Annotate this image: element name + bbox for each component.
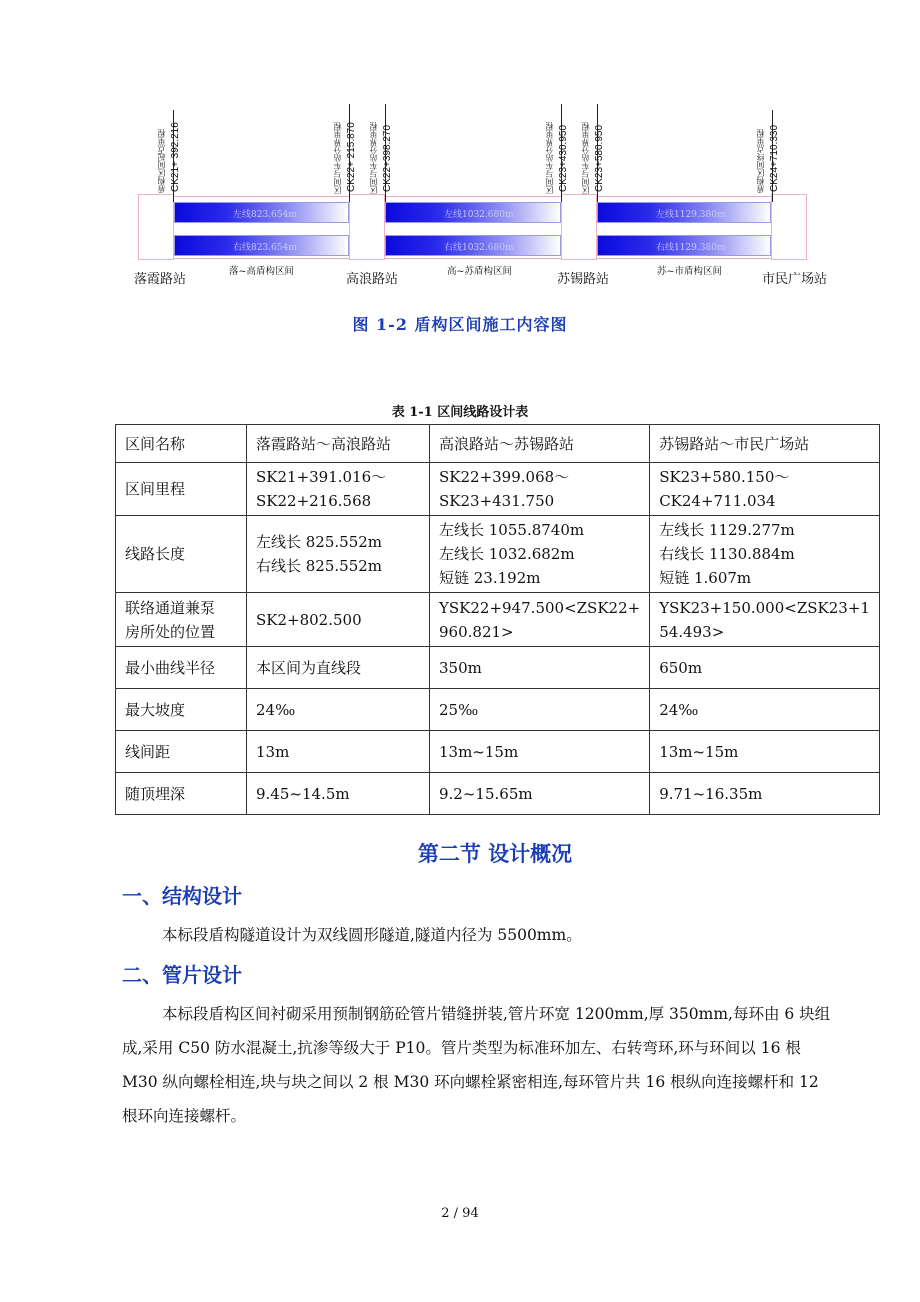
paragraph-structure: 本标段盾构隧道设计为双线圆形隧道,隧道内径为 5500mm。: [162, 926, 582, 944]
table-cell: 高浪路站～苏锡路站: [430, 425, 650, 463]
table-cell: 25‰: [430, 689, 650, 731]
table-cell: 24‰: [650, 689, 880, 731]
figure-caption: 图 1-2 盾构区间施工内容图: [352, 315, 568, 334]
paragraph-segment: 本标段盾构区间衬砌采用预制钢筋砼管片错缝拼装,管片环宽 1200mm,厚 350mm,每环由 6 块组成,采用 C50 防水混凝土,抗渗等级大于 P10。管片类型为标准环加左、右转弯环,环与环间以 16 根 M30 纵向螺栓相连,块与块之间以 2 根 M30 环向螺栓紧密相连,每环管片共 16 根纵向连接螺杆和 12 根环向连接螺杆。: [122, 1005, 831, 1125]
table-row-header: 线路长度: [116, 516, 247, 593]
shield-section-diagram: [0, 0, 920, 300]
mileage-desc: 区间与车站分界里程: [369, 122, 378, 194]
station-box-3: [561, 194, 597, 260]
station-name: 高浪路站: [346, 272, 399, 287]
table-cell: 9.2~15.65m: [430, 773, 650, 815]
mileage-value: CK21+ 392.216: [170, 122, 181, 192]
table-cell: YSK23+150.000<ZSK23+1 54.493>: [650, 593, 880, 647]
mileage-value: CK22+ 215.870: [346, 122, 357, 192]
table-row: [116, 647, 880, 689]
mileage-value: CK22+398.270: [382, 124, 393, 192]
table-cell: 本区间为直线段: [247, 647, 430, 689]
mileage-value: CK23+580.950: [594, 124, 605, 192]
table-cell: 落霞路站～高浪路站: [247, 425, 430, 463]
track-left-2: 左线1032.680m: [385, 202, 561, 223]
station-box-2: [349, 194, 385, 260]
table-cell: SK23+580.150～ CK24+711.034: [650, 463, 880, 516]
section-name: 落~高盾构区间: [229, 266, 294, 277]
track-right-3: 右线1129.380m: [597, 235, 771, 256]
table-row-header: 最大坡度: [116, 689, 247, 731]
table-cell: 13m~15m: [650, 731, 880, 773]
table-cell: 13m: [247, 731, 430, 773]
table-cell: 350m: [430, 647, 650, 689]
track-left-3: 左线1129.380m: [597, 202, 771, 223]
table-cell: 13m~15m: [430, 731, 650, 773]
table-row-header: 区间名称: [116, 425, 247, 463]
mileage-desc: 区间与车站分界里程: [581, 122, 590, 194]
station-name: 市民广场站: [762, 272, 828, 287]
diagram-top-line: [173, 196, 773, 197]
table-cell: 24‰: [247, 689, 430, 731]
table-cell: 9.71~16.35m: [650, 773, 880, 815]
table-cell: SK21+391.016～ SK22+216.568: [247, 463, 430, 516]
table-cell: 左线长 1055.8740m 左线长 1032.682m 短链 23.192m: [430, 516, 650, 593]
table-row-header: 随顶埋深: [116, 773, 247, 815]
table-cell: 650m: [650, 647, 880, 689]
station-name: 苏锡路站: [557, 272, 610, 287]
track-left-1: 左线823.654m: [174, 202, 349, 223]
table-row: [116, 463, 880, 516]
table-cell: SK22+399.068～ SK23+431.750: [430, 463, 650, 516]
mileage-desc: 区间与车站分界里程: [545, 122, 554, 194]
table-row-header: 联络通道兼泵 房所处的位置: [116, 593, 247, 647]
table-cell: YSK22+947.500<ZSK22+ 960.821>: [430, 593, 650, 647]
table-row: [116, 689, 880, 731]
section-name: 高~苏盾构区间: [447, 266, 512, 277]
table-row: [116, 516, 880, 593]
mileage-value: CK23+430.950: [558, 124, 569, 192]
table-row: [116, 425, 880, 463]
table-row-header: 区间里程: [116, 463, 247, 516]
heading-structure: 一、结构设计: [122, 884, 242, 908]
diagram-bottom-line: [173, 258, 773, 259]
track-right-2: 右线1032.680m: [385, 235, 561, 256]
mileage-desc: 区间与车站分界里程: [333, 122, 342, 194]
section-name: 苏~市盾构区间: [657, 266, 722, 277]
track-right-1: 右线823.654m: [174, 235, 349, 256]
mileage-value: CK24+710.330: [769, 124, 780, 192]
page-number: 2 / 94: [441, 1206, 479, 1221]
table-row: [116, 773, 880, 815]
table-cell: 左线长 1129.277m 右线长 1130.884m 短链 1.607m: [650, 516, 880, 593]
table-caption: 表 1-1 区间线路设计表: [391, 405, 529, 420]
section-title: 第二节 设计概况: [417, 841, 573, 866]
design-table: [115, 424, 880, 815]
station-box-4: [771, 194, 807, 260]
table-cell: 左线长 825.552m 右线长 825.552m: [247, 516, 430, 593]
table-row-header: 线间距: [116, 731, 247, 773]
table-cell: 9.45~14.5m: [247, 773, 430, 815]
mileage-desc: 盾构区间起点里程: [157, 129, 166, 193]
station-name: 落霞路站: [134, 272, 187, 287]
table-row: [116, 731, 880, 773]
mileage-desc: 盾构区间终点里程: [756, 129, 765, 193]
table-row: [116, 593, 880, 647]
table-row-header: 最小曲线半径: [116, 647, 247, 689]
table-cell: 苏锡路站～市民广场站: [650, 425, 880, 463]
heading-segment: 二、管片设计: [122, 963, 242, 987]
station-box-1: [138, 194, 174, 260]
table-cell: SK2+802.500: [247, 593, 430, 647]
